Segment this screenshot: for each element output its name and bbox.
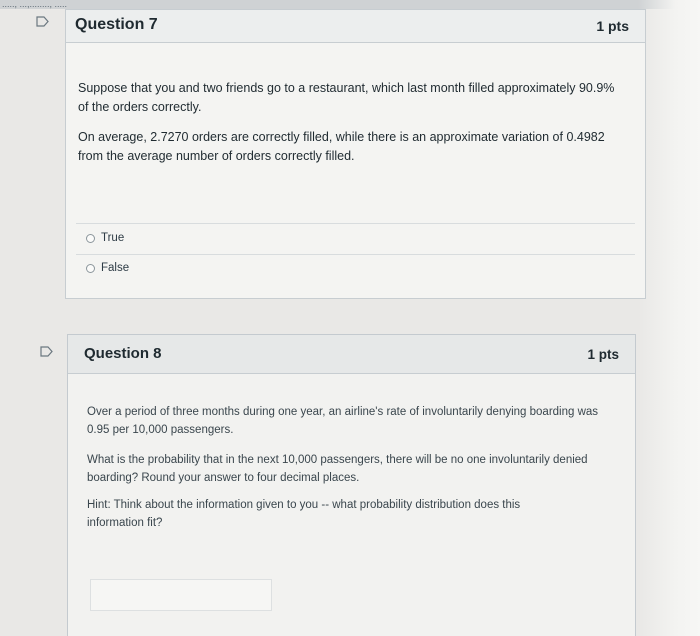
answer-option-true[interactable]	[86, 232, 124, 244]
question-7-card	[65, 9, 646, 299]
question-hint: Hint: Think about the information given to you -- what probability distribution does this information fit?	[87, 499, 521, 529]
question-8-header	[68, 335, 635, 374]
divider	[76, 254, 635, 255]
top-strip: ....., ...,........, .....	[0, 0, 700, 9]
question-paragraph: What is the probability that in the next 10,000 passengers, there will be no one involuntarily denied boarding? Round your answer to four decimal places.	[87, 454, 588, 484]
right-shade	[638, 0, 700, 636]
question-8-card	[67, 334, 636, 636]
answer-option-false[interactable]	[86, 262, 129, 274]
question-points: 1 pts	[587, 347, 619, 362]
question-paragraph: Suppose that you and two friends go to a restaurant, which last month filled approximately 90.9% of the orders correctly.	[78, 81, 615, 114]
question-paragraph: Over a period of three months during one year, an airline's rate of involuntarily denying boarding was 0.95 per 10,000 passengers.	[87, 406, 599, 436]
flag-icon[interactable]	[40, 346, 53, 357]
question-points: 1 pts	[596, 18, 629, 34]
radio-button[interactable]	[86, 264, 95, 273]
divider	[76, 223, 635, 224]
question-paragraph: On average, 2.7270 orders are correctly filled, while there is an approximate variation of 0.4982 from the average number of orders correctly filled.	[78, 130, 605, 163]
question-title: Question 8	[84, 345, 162, 362]
option-label: False	[101, 262, 130, 274]
question-title: Question 7	[75, 16, 158, 33]
question-7-header	[66, 10, 645, 43]
answer-input[interactable]	[90, 579, 272, 611]
flag-icon[interactable]	[36, 16, 49, 27]
radio-button[interactable]	[86, 234, 95, 243]
option-label: True	[101, 232, 125, 244]
